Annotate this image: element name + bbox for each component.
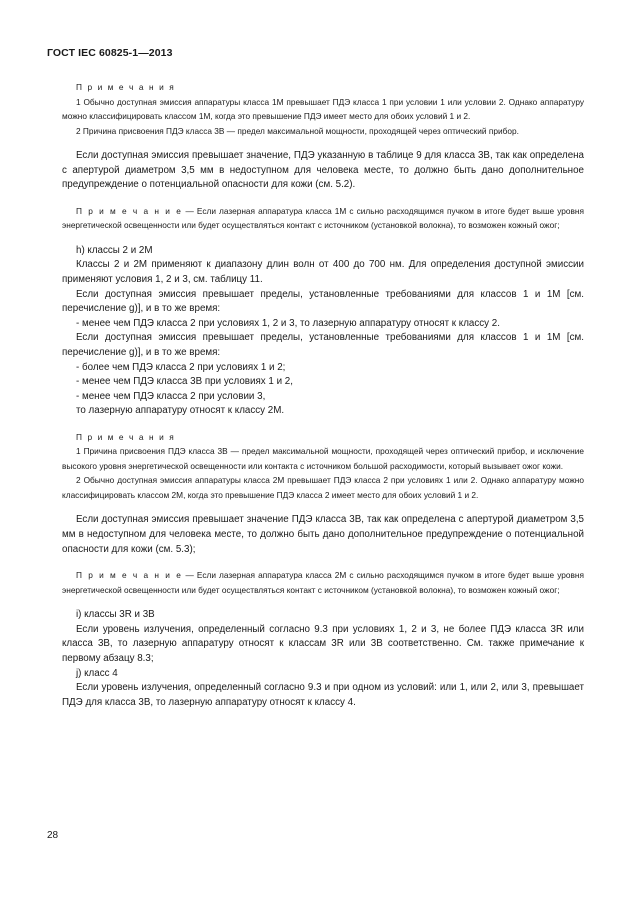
- note-heading: П р и м е ч а н и я: [76, 82, 176, 92]
- body-paragraph: Если уровень излучения, определенный согласно 9.3 при условиях 1, 2 и 3, не более ПДЭ класса 3R или класса 3В, то лазерную аппаратуру относят к классам 3R или 3В соответственно. См. также примечание к первому абзацу 8.3;: [62, 623, 584, 664]
- list-item: - менее чем ПДЭ класса 2 при условиях 1, 2 и 3, то лазерную аппаратуру относят к классу 2.: [76, 317, 500, 329]
- section-title: i) классы 3R и 3В: [76, 609, 155, 621]
- section-h: [62, 244, 584, 419]
- page-number: 28: [47, 830, 59, 841]
- section-title: h) классы 2 и 2М: [76, 244, 153, 256]
- body-paragraph: Если уровень излучения, определенный согласно 9.3 и при одном из условий: или 1, или 2, или 3, превышает ПДЭ для класса 3В, то лазерную аппаратуру относят к классу 4.: [62, 682, 584, 708]
- note-item: 2 Обычно доступная эмиссия аппаратуры класса 2М превышает ПДЭ класса 2 при условиях 1 или 2. Однако аппаратуру можно классифицировать классом 2М, когда это превышение ПДЭ класса 2 имеет место для обоих условий 1 и 2.: [62, 475, 584, 500]
- body-paragraph: Классы 2 и 2М применяют к диапазону длин волн от 400 до 700 нм. Для определения доступной эмиссии применяют условия 1, 2 и 3, см. таблицу 11.: [62, 259, 584, 285]
- note-label: П р и м е ч а н и е: [76, 570, 183, 581]
- section-i-j: [62, 608, 584, 710]
- note-item: 1 Причина присвоения ПДЭ класса 3В — предел максимальной мощности, проходящей через оптический прибор, и исключение высокого уровня энергетической освещенности или контакта с источником большой расходимости, который вызывает ожог кожи.: [62, 446, 584, 471]
- body-paragraph: Если доступная эмиссия превышает значение, ПДЭ указанную в таблице 9 для класса 3В, так как определена с апертурой диаметром 3,5 мм в недоступном для человека месте, то должно быть дано дополнительное предупреждение о потенциальной опасности для кожи (см. 5.2).: [62, 150, 584, 191]
- list-item: - менее чем ПДЭ класса 2 при условии 3,: [76, 390, 266, 402]
- list-item: - менее чем ПДЭ класса 3В при условиях 1 и 2,: [76, 376, 293, 388]
- note-block-2: [62, 204, 584, 233]
- body-paragraph: Если доступная эмиссия превышает значение ПДЭ класса 3В, так как определена с апертурой диаметром 3,5 мм в недоступном для человека месте, то должно быть дано дополнительное предупреждение о потенциальной опасности для кожи (см. 5.3);: [62, 514, 584, 555]
- paragraph-block-1: [62, 149, 584, 193]
- note-item: 1 Обычно доступная эмиссия аппаратуры класса 1М превышает ПДЭ класса 1 при условии 1 или условии 2. Однако аппаратуру можно классифицировать классом 1М, когда это превышение ПДЭ имеет место для обоих условий 1 и 2.: [62, 96, 584, 121]
- body-paragraph: то лазерную аппаратуру относят к классу 2М.: [76, 405, 285, 417]
- body-paragraph: Если доступная эмиссия превышает пределы, установленные требованиями для классов 1 и 1М [см. перечисление g)], и в то же время:: [62, 332, 584, 358]
- standard-header: ГОСТ IEC 60825-1—2013: [47, 47, 173, 59]
- note-label: П р и м е ч а н и е: [76, 205, 183, 216]
- list-item: - более чем ПДЭ класса 2 при условиях 1 и 2;: [76, 361, 286, 373]
- note-text: — Если лазерная аппаратура класса 1М с сильно расходящимся пучком в итоге будет выше уровня энергетической освещенности или будет осуществляться контакт с источником (установкой волокна), то возможен кожный ожог;: [62, 205, 585, 231]
- note-heading: П р и м е ч а н и я: [76, 431, 176, 442]
- note-item: 2 Причина присвоения ПДЭ класса 3В — предел максимальной мощности, проходящей через оптический прибор.: [76, 125, 519, 136]
- body-paragraph: Если доступная эмиссия превышает пределы, установленные требованиями для классов 1 и 1М [см. перечисление g)], и в то же время:: [62, 288, 584, 315]
- note-block-4: [62, 568, 584, 597]
- note-text: — Если лазерная аппаратура класса 2М с сильно расходящимся пучком в итоге будет выше уровня энергетической освещенности или будет осуществляться контакт с источником (установкой волокна), то возможен кожный ожог;: [62, 570, 585, 595]
- page-content: [62, 80, 584, 710]
- note-block-1: [62, 80, 584, 138]
- paragraph-block-2: [62, 513, 584, 557]
- section-title: j) класс 4: [76, 667, 118, 679]
- note-block-3: [62, 430, 584, 503]
